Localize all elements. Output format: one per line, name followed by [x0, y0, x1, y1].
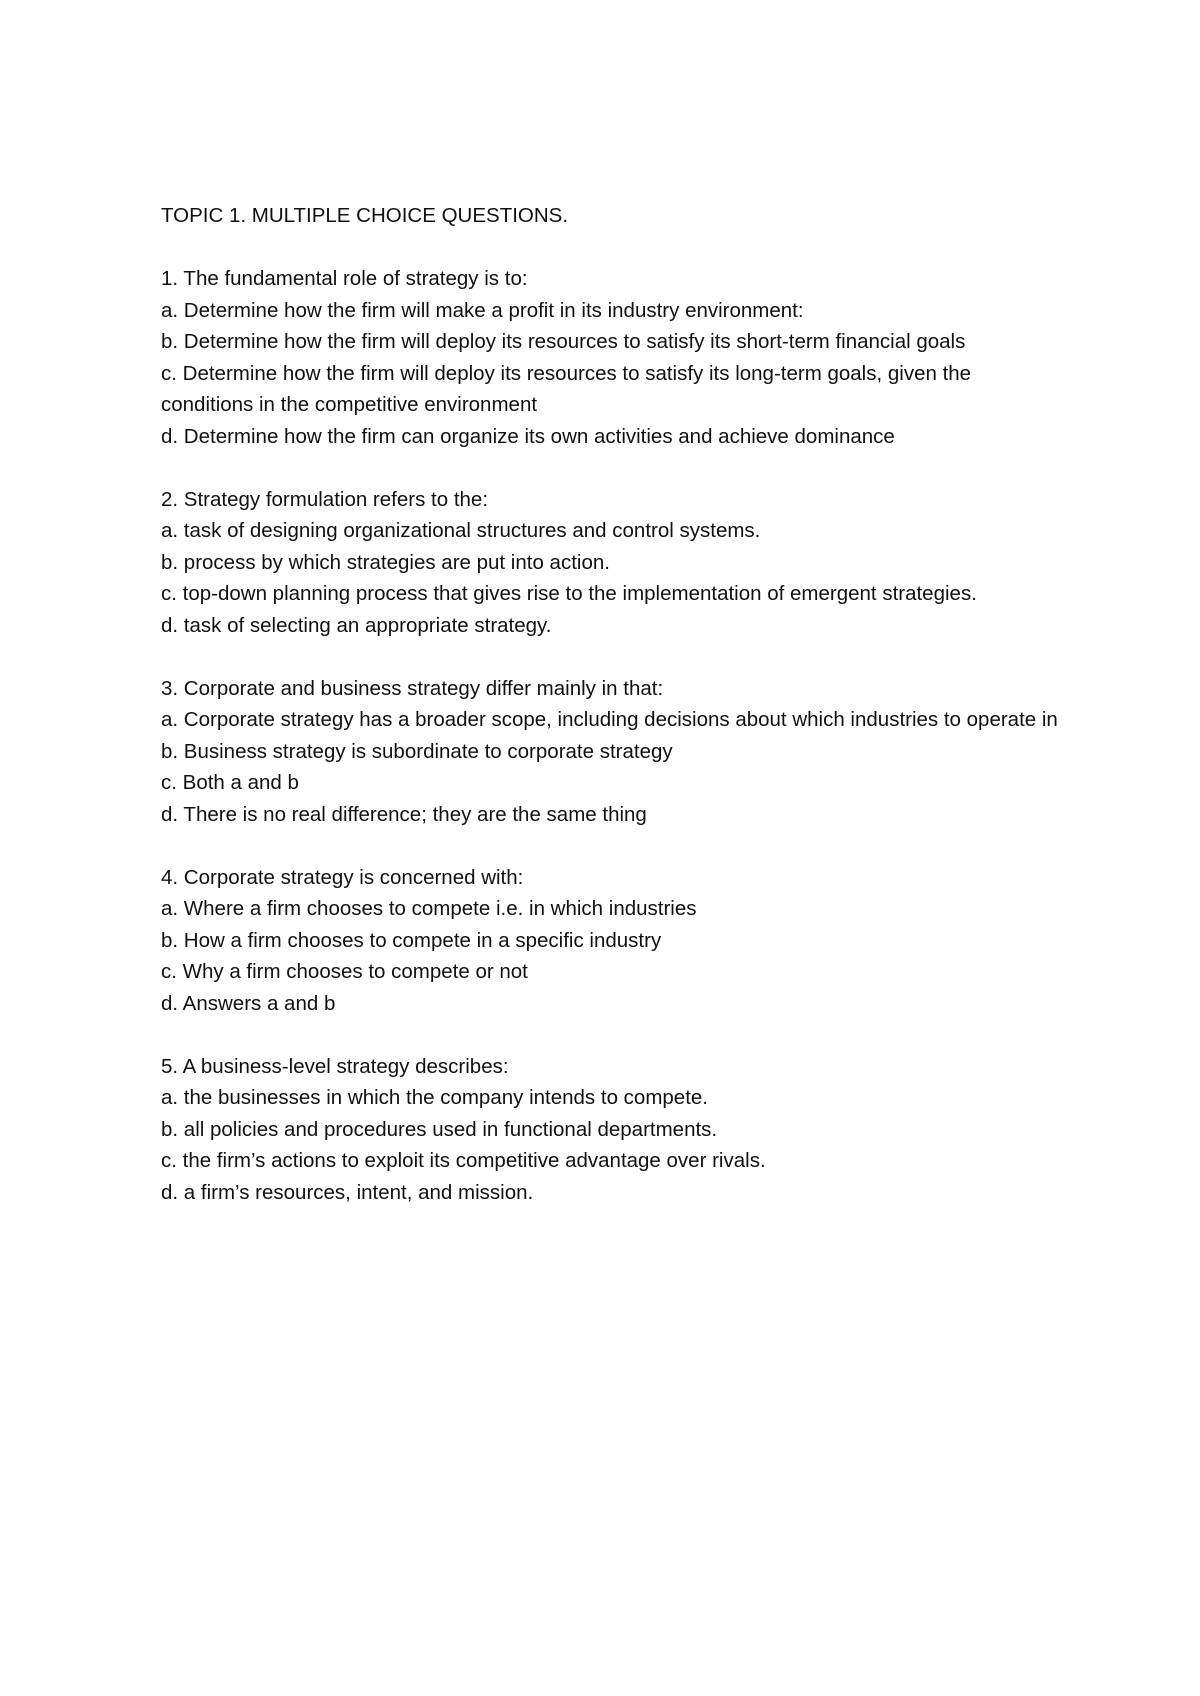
- question-4: [161, 862, 1061, 1020]
- option-a: a. Determine how the firm will make a profit in its industry environment:: [161, 298, 804, 322]
- option-c: c. Both a and b: [161, 771, 299, 794]
- option-a: a. task of designing organizational structures and control systems.: [161, 519, 761, 542]
- option-c: c. Why a firm chooses to compete or not: [161, 960, 528, 983]
- option-a: a. Corporate strategy has a broader scope, including decisions about which industries to operate in: [161, 708, 1058, 731]
- document-body: [161, 200, 1061, 1240]
- question-1: [161, 263, 1061, 452]
- option-d: d. Determine how the firm can organize its own activities and achieve dominance: [161, 424, 895, 448]
- option-b: b. How a firm chooses to compete in a specific industry: [161, 928, 662, 952]
- option-b: b. Business strategy is subordinate to corporate strategy: [161, 739, 673, 763]
- option-c: c. Determine how the firm will deploy its resources to satisfy its long-term goals, given the conditions in the competitive environment: [161, 361, 972, 416]
- question-3: [161, 673, 1061, 831]
- question-text: 1. The fundamental role of strategy is to:: [161, 267, 528, 290]
- question-text: 3. Corporate and business strategy differ mainly in that:: [161, 676, 664, 700]
- option-b: b. process by which strategies are put into action.: [161, 550, 610, 574]
- question-text: 4. Corporate strategy is concerned with:: [161, 865, 524, 889]
- option-d: d. Answers a and b: [161, 991, 336, 1015]
- option-a: a. the businesses in which the company intends to compete.: [161, 1086, 708, 1109]
- topic-title: TOPIC 1. MULTIPLE CHOICE QUESTIONS.: [161, 204, 569, 227]
- option-d: d. a firm’s resources, intent, and mission.: [161, 1180, 534, 1204]
- option-d: d. task of selecting an appropriate strategy.: [161, 613, 552, 637]
- option-c: c. top-down planning process that gives rise to the implementation of emergent strategies.: [161, 582, 977, 605]
- question-text: 2. Strategy formulation refers to the:: [161, 487, 489, 511]
- option-b: b. all policies and procedures used in functional departments.: [161, 1117, 718, 1141]
- option-b: b. Determine how the firm will deploy its resources to satisfy its short-term financial goals: [161, 330, 966, 353]
- option-d: d. There is no real difference; they are the same thing: [161, 802, 647, 826]
- option-c: c. the firm’s actions to exploit its competitive advantage over rivals.: [161, 1149, 766, 1172]
- question-2: [161, 484, 1061, 642]
- option-a: a. Where a firm chooses to compete i.e. in which industries: [161, 897, 697, 920]
- question-5: [161, 1051, 1061, 1209]
- question-text: 5. A business-level strategy describes:: [161, 1054, 509, 1078]
